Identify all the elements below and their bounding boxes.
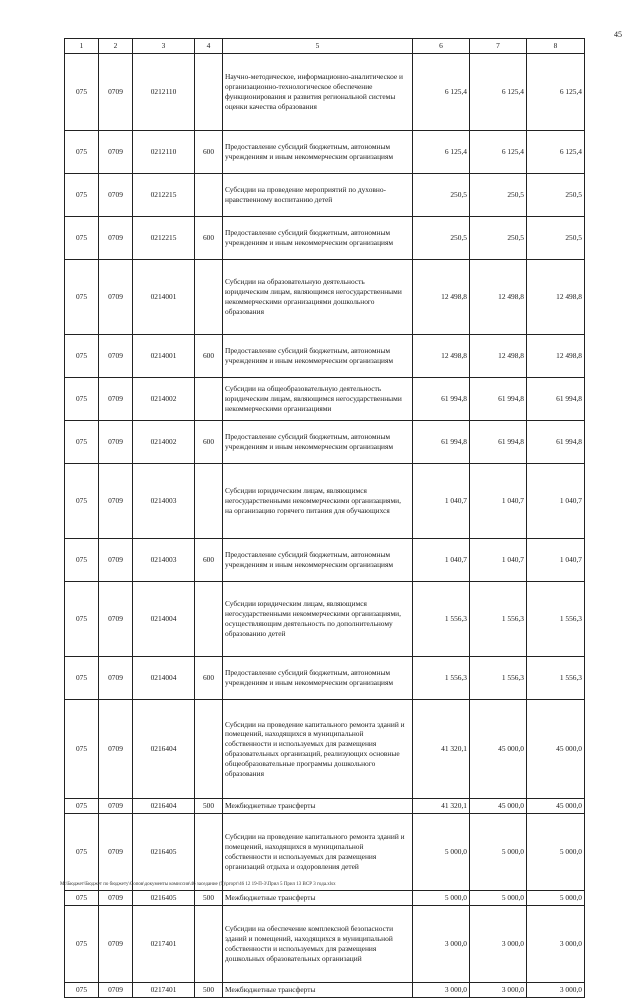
expense-type-code: 500 (195, 799, 223, 814)
amount-col-7: 250,5 (470, 174, 527, 217)
amount-col-6: 250,5 (413, 174, 470, 217)
ministry-code: 075 (65, 539, 99, 582)
amount-col-6: 41 320,1 (413, 700, 470, 799)
target-article-code: 0214004 (133, 582, 195, 657)
amount-col-6: 1 040,7 (413, 539, 470, 582)
expense-type-code: 600 (195, 657, 223, 700)
target-article-code: 0216404 (133, 700, 195, 799)
table-row (65, 582, 585, 657)
amount-col-6: 41 320,1 (413, 799, 470, 814)
section-code: 0709 (99, 582, 133, 657)
header-col-3: 3 (133, 39, 195, 54)
expense-type-code: 600 (195, 217, 223, 260)
amount-col-6: 6 125,4 (413, 131, 470, 174)
amount-col-8: 6 125,4 (527, 54, 585, 131)
amount-col-6: 5 000,0 (413, 814, 470, 891)
expense-type-code: 500 (195, 891, 223, 906)
expense-type-code: 600 (195, 335, 223, 378)
expense-type-code (195, 174, 223, 217)
header-col-4: 4 (195, 39, 223, 54)
amount-col-7: 45 000,0 (470, 700, 527, 799)
amount-col-7: 61 994,8 (470, 421, 527, 464)
amount-col-6: 1 556,3 (413, 657, 470, 700)
description: Предоставление субсидий бюджетным, автономным учреждениям и иным некоммерческим организациям (223, 131, 413, 174)
ministry-code: 075 (65, 131, 99, 174)
amount-col-7: 12 498,8 (470, 260, 527, 335)
target-article-code: 0212110 (133, 131, 195, 174)
header-col-2: 2 (99, 39, 133, 54)
ministry-code: 075 (65, 217, 99, 260)
expense-type-code (195, 814, 223, 891)
ministry-code: 075 (65, 378, 99, 421)
amount-col-6: 6 125,4 (413, 54, 470, 131)
amount-col-6: 5 000,0 (413, 891, 470, 906)
ministry-code: 075 (65, 906, 99, 983)
table-body (65, 54, 585, 998)
header-col-6: 6 (413, 39, 470, 54)
expense-type-code: 600 (195, 421, 223, 464)
table-row (65, 378, 585, 421)
section-code: 0709 (99, 464, 133, 539)
description: Научно-методическое, информационно-аналитическое и организационно-технологическое обеспечение функционирования и развития региональной системы оценки качества образования (223, 54, 413, 131)
section-code: 0709 (99, 814, 133, 891)
target-article-code: 0212215 (133, 174, 195, 217)
table-row (65, 464, 585, 539)
amount-col-7: 5 000,0 (470, 891, 527, 906)
amount-col-6: 1 556,3 (413, 582, 470, 657)
ministry-code: 075 (65, 657, 99, 700)
ministry-code: 075 (65, 464, 99, 539)
ministry-code: 075 (65, 983, 99, 998)
amount-col-8: 6 125,4 (527, 131, 585, 174)
amount-col-8: 12 498,8 (527, 260, 585, 335)
amount-col-7: 250,5 (470, 217, 527, 260)
target-article-code: 0214001 (133, 335, 195, 378)
amount-col-6: 61 994,8 (413, 421, 470, 464)
header-col-5: 5 (223, 39, 413, 54)
table-row (65, 891, 585, 906)
amount-col-8: 250,5 (527, 174, 585, 217)
description: Субсидии на обеспечение комплексной безопасности зданий и помещений, находящихся в муниципальной собственности и используемых для размещения дошкольных образовательных организаций (223, 906, 413, 983)
amount-col-8: 12 498,8 (527, 335, 585, 378)
amount-col-8: 5 000,0 (527, 891, 585, 906)
description: Предоставление субсидий бюджетным, автономным учреждениям и иным некоммерческим организациям (223, 217, 413, 260)
section-code: 0709 (99, 539, 133, 582)
amount-col-7: 1 040,7 (470, 464, 527, 539)
expense-type-code: 600 (195, 131, 223, 174)
expense-type-code: 500 (195, 983, 223, 998)
description: Субсидии на общеобразовательную деятельность юридическим лицам, являющимся негосударственными некоммерческими организациями (223, 378, 413, 421)
amount-col-7: 45 000,0 (470, 799, 527, 814)
description: Субсидии на проведение мероприятий по духовно-нравственному воспитанию детей (223, 174, 413, 217)
amount-col-7: 6 125,4 (470, 54, 527, 131)
target-article-code: 0214003 (133, 539, 195, 582)
description: Предоставление субсидий бюджетным, автономным учреждениям и иным некоммерческим организациям (223, 657, 413, 700)
amount-col-6: 12 498,8 (413, 335, 470, 378)
table-row (65, 799, 585, 814)
description: Субсидии на образовательную деятельность юридическим лицам, являющимся негосударственными некоммерческими организациями дошкольного образования (223, 260, 413, 335)
target-article-code: 0212110 (133, 54, 195, 131)
section-code: 0709 (99, 217, 133, 260)
amount-col-6: 12 498,8 (413, 260, 470, 335)
target-article-code: 0216404 (133, 799, 195, 814)
description: Предоставление субсидий бюджетным, автономным учреждениям и иным некоммерческим организациям (223, 539, 413, 582)
target-article-code: 0212215 (133, 217, 195, 260)
section-code: 0709 (99, 799, 133, 814)
amount-col-6: 3 000,0 (413, 983, 470, 998)
section-code: 0709 (99, 174, 133, 217)
target-article-code: 0216405 (133, 814, 195, 891)
header-col-1: 1 (65, 39, 99, 54)
target-article-code: 0214002 (133, 378, 195, 421)
target-article-code: 0214002 (133, 421, 195, 464)
ministry-code: 075 (65, 891, 99, 906)
description: Межбюджетные трансферты (223, 799, 413, 814)
amount-col-8: 1 040,7 (527, 464, 585, 539)
amount-col-6: 1 040,7 (413, 464, 470, 539)
amount-col-7: 1 556,3 (470, 582, 527, 657)
amount-col-6: 3 000,0 (413, 906, 470, 983)
description: Межбюджетные трансферты (223, 891, 413, 906)
section-code: 0709 (99, 891, 133, 906)
table-row (65, 906, 585, 983)
ministry-code: 075 (65, 799, 99, 814)
amount-col-8: 1 040,7 (527, 539, 585, 582)
header-col-8: 8 (527, 39, 585, 54)
table-row (65, 217, 585, 260)
target-article-code: 0217401 (133, 983, 195, 998)
table-row (65, 131, 585, 174)
amount-col-7: 61 994,8 (470, 378, 527, 421)
target-article-code: 0214003 (133, 464, 195, 539)
expense-type-code: 600 (195, 539, 223, 582)
section-code: 0709 (99, 906, 133, 983)
header-col-7: 7 (470, 39, 527, 54)
expense-type-code (195, 378, 223, 421)
page-number: 45 (614, 30, 622, 39)
footer-file-path: M:\Бюджет\Бюджет по бюджету\Сопов\документы комиссия\46 заседание (9)\ргорт\46 12 19-П-3\Прил 5 Прил 13 ВСР 3 года.xlsx (60, 882, 336, 887)
amount-col-8: 45 000,0 (527, 700, 585, 799)
expense-type-code (195, 582, 223, 657)
amount-col-7: 6 125,4 (470, 131, 527, 174)
target-article-code: 0214001 (133, 260, 195, 335)
ministry-code: 075 (65, 582, 99, 657)
amount-col-8: 250,5 (527, 217, 585, 260)
section-code: 0709 (99, 657, 133, 700)
section-code: 0709 (99, 260, 133, 335)
section-code: 0709 (99, 983, 133, 998)
budget-table (64, 38, 585, 998)
description: Субсидии на проведение капитального ремонта зданий и помещений, находящихся в муниципальной собственности и используемых для размещения образовательных организаций, реализующих основные общеобразовательные программы дошкольного образования (223, 700, 413, 799)
table-row (65, 335, 585, 378)
ministry-code: 075 (65, 260, 99, 335)
expense-type-code (195, 906, 223, 983)
table-row (65, 174, 585, 217)
table-row (65, 421, 585, 464)
description: Субсидии юридическим лицам, являющимся негосударственными некоммерческими организациями, на организацию горячего питания для обучающихся (223, 464, 413, 539)
amount-col-8: 3 000,0 (527, 906, 585, 983)
ministry-code: 075 (65, 814, 99, 891)
amount-col-7: 3 000,0 (470, 983, 527, 998)
description: Предоставление субсидий бюджетным, автономным учреждениям и иным некоммерческим организациям (223, 421, 413, 464)
table-row (65, 814, 585, 891)
ministry-code: 075 (65, 335, 99, 378)
target-article-code: 0217401 (133, 906, 195, 983)
section-code: 0709 (99, 54, 133, 131)
table-row (65, 260, 585, 335)
description: Субсидии юридическим лицам, являющимся негосударственными некоммерческими организациями, осуществляющим деятельность по дополнительному образованию детей (223, 582, 413, 657)
table-row (65, 539, 585, 582)
expense-type-code (195, 260, 223, 335)
amount-col-7: 12 498,8 (470, 335, 527, 378)
amount-col-7: 1 040,7 (470, 539, 527, 582)
section-code: 0709 (99, 700, 133, 799)
expense-type-code (195, 464, 223, 539)
amount-col-6: 250,5 (413, 217, 470, 260)
amount-col-8: 45 000,0 (527, 799, 585, 814)
amount-col-6: 61 994,8 (413, 378, 470, 421)
description: Субсидии на проведение капитального ремонта зданий и помещений, находящихся в муниципальной собственности и используемых для размещения организаций отдыха и оздоровления детей (223, 814, 413, 891)
amount-col-8: 3 000,0 (527, 983, 585, 998)
section-code: 0709 (99, 131, 133, 174)
ministry-code: 075 (65, 174, 99, 217)
amount-col-7: 5 000,0 (470, 814, 527, 891)
section-code: 0709 (99, 335, 133, 378)
table-row (65, 657, 585, 700)
ministry-code: 075 (65, 421, 99, 464)
amount-col-8: 1 556,3 (527, 657, 585, 700)
table-row (65, 54, 585, 131)
expense-type-code (195, 700, 223, 799)
amount-col-7: 3 000,0 (470, 906, 527, 983)
expense-type-code (195, 54, 223, 131)
section-code: 0709 (99, 421, 133, 464)
table-row (65, 700, 585, 799)
amount-col-8: 5 000,0 (527, 814, 585, 891)
amount-col-8: 1 556,3 (527, 582, 585, 657)
description: Межбюджетные трансферты (223, 983, 413, 998)
ministry-code: 075 (65, 54, 99, 131)
section-code: 0709 (99, 378, 133, 421)
ministry-code: 075 (65, 700, 99, 799)
amount-col-8: 61 994,8 (527, 421, 585, 464)
target-article-code: 0214004 (133, 657, 195, 700)
target-article-code: 0216405 (133, 891, 195, 906)
amount-col-8: 61 994,8 (527, 378, 585, 421)
description: Предоставление субсидий бюджетным, автономным учреждениям и иным некоммерческим организациям (223, 335, 413, 378)
amount-col-7: 1 556,3 (470, 657, 527, 700)
table-row (65, 983, 585, 998)
header-row (65, 39, 585, 54)
